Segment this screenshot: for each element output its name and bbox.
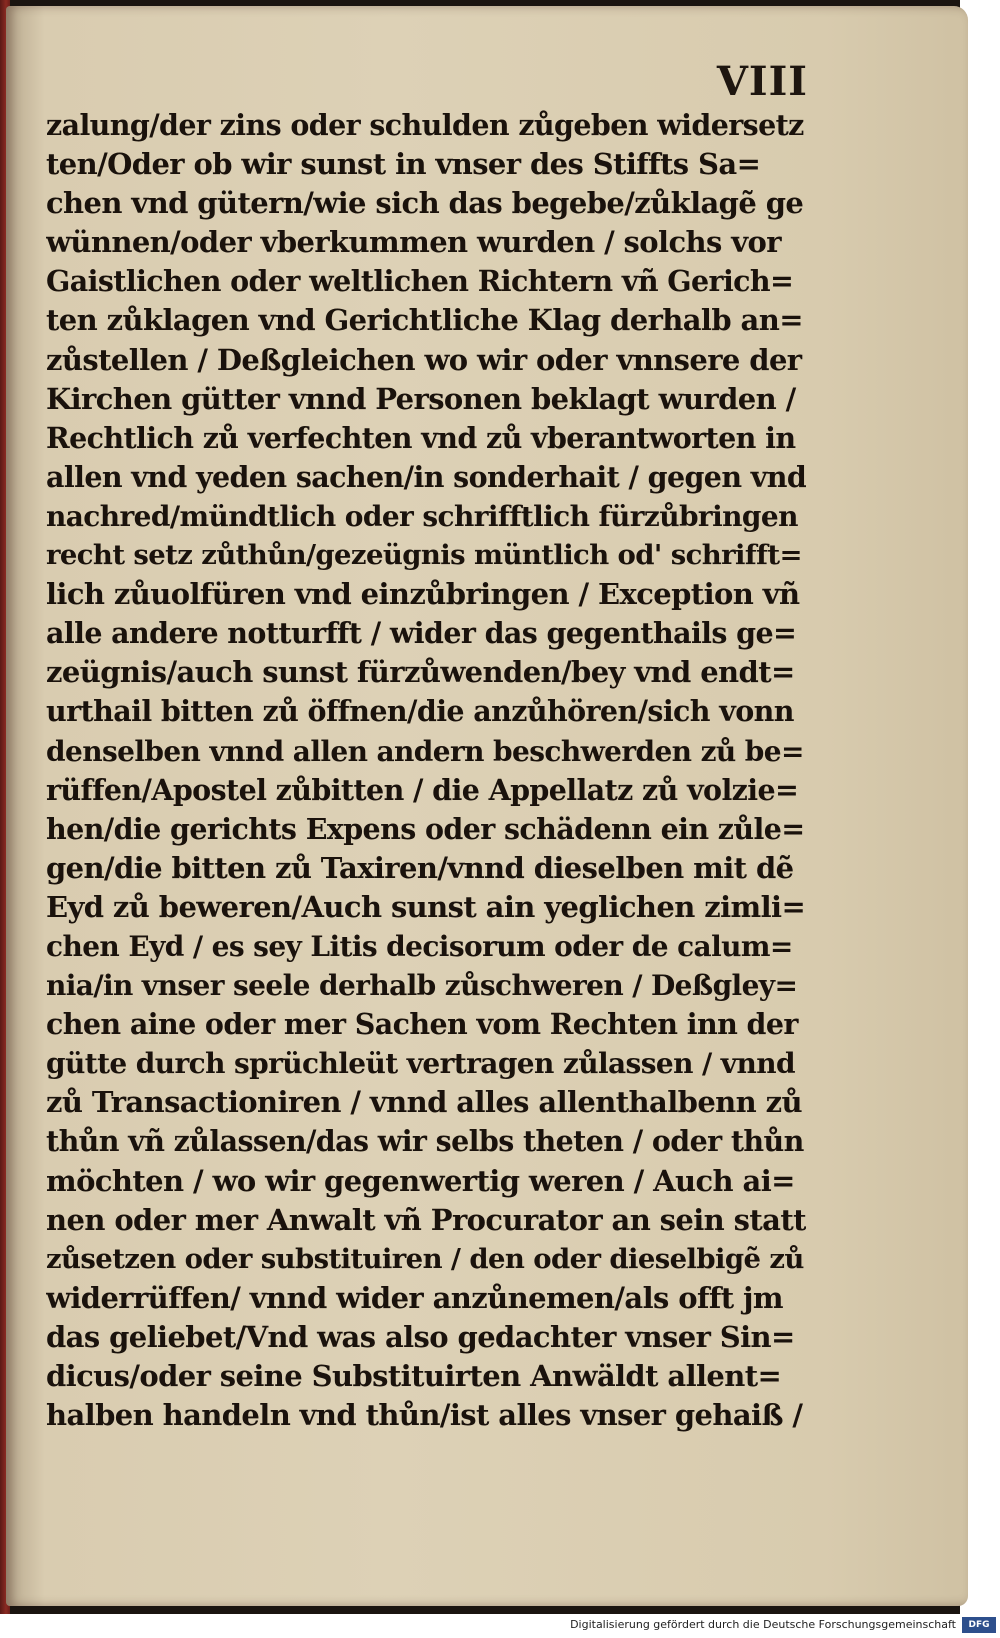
text-line: urthail bitten zů öffnen/die anzůhören/sich vonn: [46, 694, 794, 729]
folio-number: VIII: [716, 58, 808, 105]
dfg-logo: DFG: [962, 1617, 996, 1633]
footer-bar: [0, 1614, 1000, 1638]
text-line: chen vnd gütern/wie sich das begebe/zůklagẽ ge: [46, 186, 804, 221]
text-line: ten/Oder ob wir sunst in vnser des Stiffts Sa=: [46, 147, 761, 182]
text-line: wünnen/oder vberkummen wurden / solchs vor: [46, 225, 781, 260]
text-line: thůn vñ zůlassen/das wir selbs theten / oder thůn: [46, 1124, 804, 1159]
text-line: lich zůuolfüren vnd einzůbringen / Exception vñ: [46, 577, 800, 612]
text-line: zůsetzen oder substituiren / den oder dieselbigẽ zů: [46, 1242, 804, 1275]
text-line: chen Eyd / es sey Litis decisorum oder de calum=: [46, 929, 793, 963]
text-line: nen oder mer Anwalt vñ Procurator an sein statt: [46, 1202, 806, 1237]
text-line: hen/die gerichts Expens oder schädenn ein zůle=: [46, 811, 805, 846]
text-line: Rechtlich zů verfechten vnd zů vberantworten in: [46, 420, 796, 455]
text-line: chen aine oder mer Sachen vom Rechten inn der: [46, 1007, 798, 1042]
text-line: zů Transactioniren / vnnd alles allenthalbenn zů: [46, 1085, 802, 1120]
book-page: [6, 6, 968, 1606]
text-line: ten zůklagen vnd Gerichtliche Klag derhalb an=: [46, 303, 803, 338]
text-line: recht setz zůthůn/gezeügnis müntlich od' schrifft=: [46, 539, 802, 572]
text-line: zeügnis/auch sunst fürzůwenden/bey vnd endt=: [46, 655, 795, 690]
text-line: rüffen/Apostel zůbitten / die Appellatz zů volzie=: [46, 772, 799, 807]
text-line: widerrüffen/ vnnd wider anzůnemen/als offt jm: [46, 1280, 783, 1315]
text-line: gütte durch sprüchleüt vertragen zůlassen / vnnd: [46, 1047, 795, 1081]
text-line: Eyd zů beweren/Auch sunst ain yeglichen zimli=: [46, 889, 806, 924]
funding-credit: Digitalisierung gefördert durch die Deutsche Forschungsgemeinschaft: [570, 1618, 956, 1631]
text-line: halben handeln vnd thůn/ist alles vnser gehaiß /: [46, 1398, 803, 1433]
text-line: nia/in vnser seele derhalb zůschweren / Deßgley=: [46, 969, 798, 1003]
page-text-block: [46, 106, 806, 1435]
text-line: Gaistlichen oder weltlichen Richtern vñ Gerich=: [46, 264, 794, 299]
text-line: denselben vnnd allen andern beschwerden zů be=: [46, 734, 804, 768]
text-line: zalung/der zins oder schulden zůgeben widersetz: [46, 108, 804, 142]
text-line: nachred/mündtlich oder schrifftlich fürzůbringen: [46, 499, 798, 533]
text-line: dicus/oder seine Substituirten Anwäldt allent=: [46, 1359, 782, 1393]
text-line: allen vnd yeden sachen/in sonderhait / gegen vnd: [46, 459, 806, 494]
text-line: gen/die bitten zů Taxiren/vnnd dieselben mit dẽ: [46, 850, 794, 885]
text-line: alle andere notturfft / wider das gegenthails ge=: [46, 616, 797, 651]
text-line: möchten / wo wir gegenwertig weren / Auch ai=: [46, 1163, 795, 1198]
text-line: Kirchen gütter vnnd Personen beklagt wurden /: [46, 381, 796, 416]
text-line: zůstellen / Deßgleichen wo wir oder vnnsere der: [46, 342, 802, 377]
text-line: das geliebet/Vnd was also gedachter vnser Sin=: [46, 1319, 795, 1354]
